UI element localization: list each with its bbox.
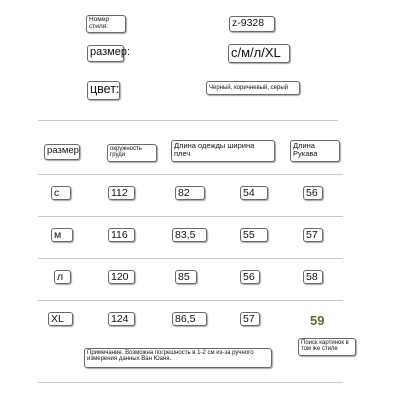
table-cell-size: с <box>51 186 71 200</box>
table-cell-sleeve: 58 <box>303 270 323 284</box>
column-header-sleeve: Длина Рукава <box>290 140 340 162</box>
table-cell-length: 82 <box>175 186 205 200</box>
table-cell-sleeve: 56 <box>303 186 323 200</box>
column-header-chest: окружность груди <box>107 144 157 162</box>
table-cell-sleeve: 57 <box>303 228 323 242</box>
style-number-label: Номер стиля: <box>86 15 126 33</box>
table-cell-chest: 124 <box>108 312 135 326</box>
table-cell-size: м <box>51 228 73 242</box>
table-cell-chest: 112 <box>108 186 135 200</box>
table-cell-chest: 116 <box>108 228 135 242</box>
size-label: размер: <box>87 45 124 62</box>
table-cell-shoulder: 54 <box>240 186 268 200</box>
table-cell-length: 83,5 <box>172 228 207 242</box>
style-number-value: z-9328 <box>229 16 275 32</box>
divider-line <box>38 258 343 259</box>
table-cell-size: л <box>54 270 71 284</box>
table-cell-sleeve: 59 <box>310 313 325 328</box>
table-cell-shoulder: 57 <box>240 312 260 326</box>
table-cell-length: 85 <box>175 270 197 284</box>
divider-line <box>38 174 343 175</box>
table-cell-shoulder: 55 <box>240 228 268 242</box>
divider-line <box>38 382 343 383</box>
divider-line <box>38 300 343 301</box>
table-cell-shoulder: 56 <box>240 270 260 284</box>
table-cell-length: 86,5 <box>172 312 207 326</box>
note-text: Примечание. Возможна погрешность в 1-2 см из-за ручного измерения данных Ван Юаня. <box>84 348 272 368</box>
table-cell-size: XL <box>48 312 73 326</box>
color-value: Черный, коричневый, серый <box>206 81 300 95</box>
column-header-length-shoulder: Длина одежды ширина плеч <box>171 140 275 162</box>
divider-line <box>38 216 343 217</box>
size-value: с/м/л/XL <box>228 44 290 63</box>
image-search-link[interactable]: Поиск картинок в том же стиле <box>298 338 356 356</box>
divider-line <box>38 120 338 121</box>
table-cell-chest: 120 <box>108 270 135 284</box>
color-label: цвет: <box>87 81 120 100</box>
column-header-size: размер <box>44 144 80 160</box>
